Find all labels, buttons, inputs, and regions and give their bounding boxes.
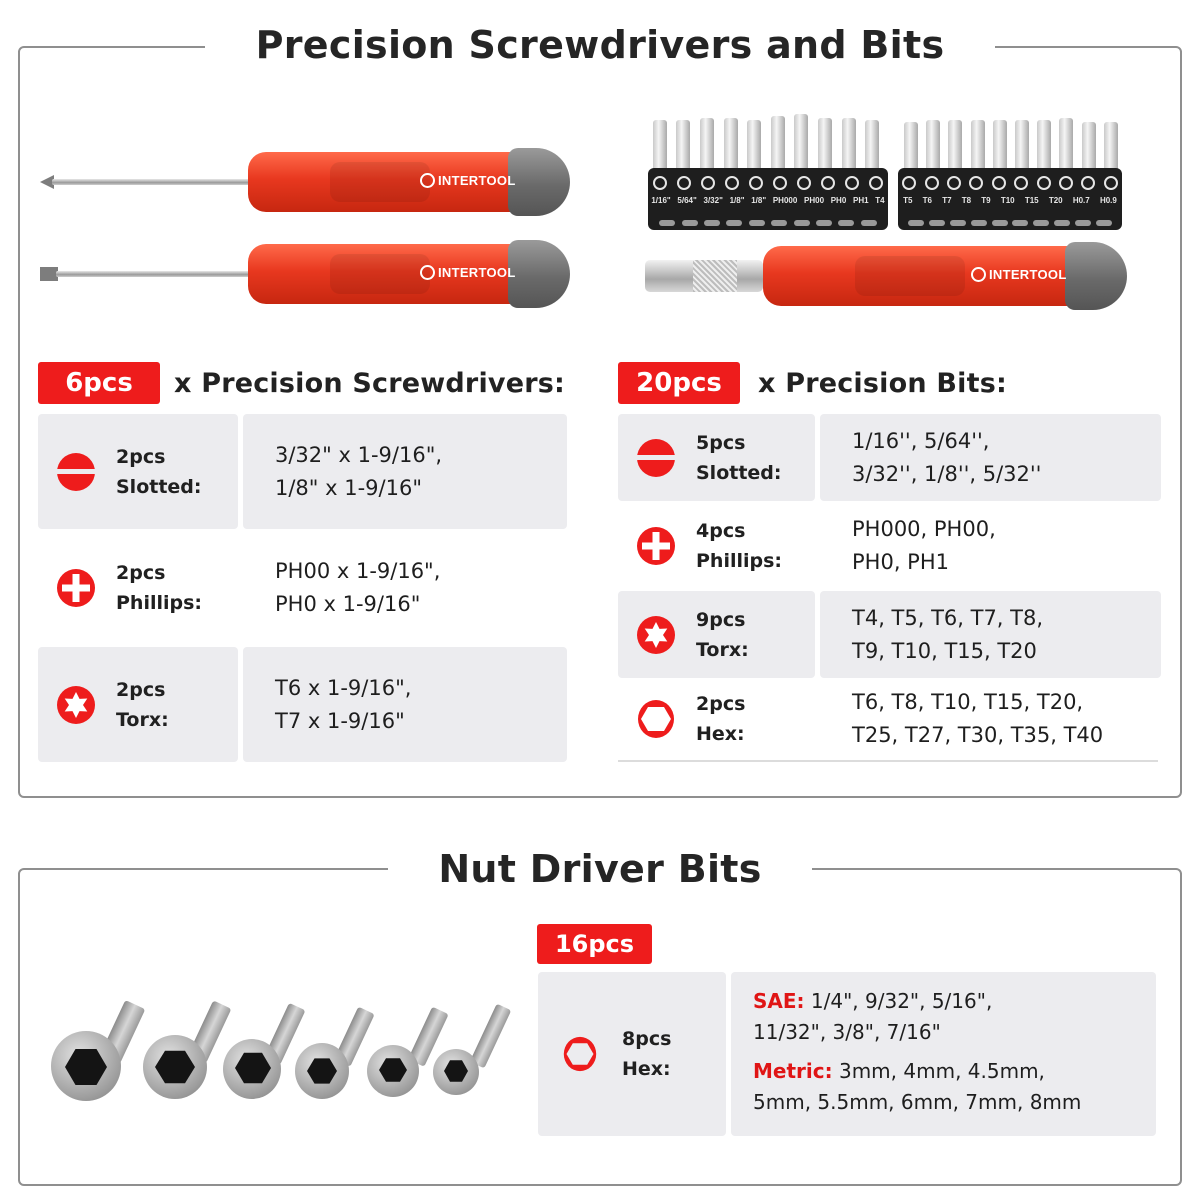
brand-label: INTERTOOL xyxy=(971,267,1067,282)
torx-icon xyxy=(636,615,676,655)
bit-row-slotted: 5pcs Slotted: 1/16'', 5/64'', 3/32'', 1/8'', 5/32'' xyxy=(618,414,1161,501)
section-title-precision: Precision Screwdrivers and Bits xyxy=(205,24,995,66)
size-list: T4, T5, T6, T7, T8, T9, T10, T15, T20 xyxy=(852,605,1044,663)
section-title-nut-driver: Nut Driver Bits xyxy=(388,848,812,890)
bit-row-torx: 9pcs Torx: T4, T5, T6, T7, T8, T9, T10, T15, T20 xyxy=(618,591,1161,678)
metric-label: Metric: xyxy=(753,1059,833,1083)
nut-size-list: SAE: 1/4", 9/32", 5/16", 11/32", 3/8", 7/16" Metric: 3mm, 4mm, 4.5mm, 5mm, 5.5mm, 6mm, 7mm, 8mm xyxy=(731,972,1156,1136)
screwdrivers-heading-text: x Precision Screwdrivers: xyxy=(174,367,566,399)
size-list: 3/32" x 1-9/16", 1/8" x 1-9/16" xyxy=(275,442,443,500)
intertool-logo-icon xyxy=(420,265,435,280)
nut-driver-count-badge: 16pcs xyxy=(537,924,652,964)
bit-row-hex: 2pcs Hex: T6, T8, T10, T15, T20, T25, T27, T30, T35, T40 xyxy=(618,680,1161,758)
intertool-logo-icon xyxy=(971,267,986,282)
screwdriver-row-phillips: 2pcs Phillips: PH00 x 1-9/16", PH0 x 1-9/16" xyxy=(38,532,567,644)
nut-driver-row-hex: 8pcs Hex: SAE: 1/4", 9/32", 5/16", 11/32", 3/8", 7/16" Metric: 3mm, 4mm, 4.5mm, 5mm, 5.5mm, 6mm, 7mm, 8mm xyxy=(538,972,1156,1136)
phillips-screwdriver-image xyxy=(40,152,570,212)
phillips-icon xyxy=(56,568,96,608)
slotted-screwdriver-image xyxy=(40,244,570,304)
bit-set-1-bits xyxy=(648,112,884,170)
size-list: PH00 x 1-9/16", PH0 x 1-9/16" xyxy=(275,559,441,616)
bits-heading xyxy=(618,362,1007,404)
bit-holder-1: 1/16" 5/64" 3/32" 1/8" 1/8" PH000 PH00 PH0 PH1 T4 xyxy=(648,168,888,230)
bit-holder-2: T5 T6 T7 T8 T9 T10 T15 T20 H0.7 H0.9 xyxy=(898,168,1122,230)
table-divider xyxy=(618,760,1158,762)
slotted-icon xyxy=(56,452,96,492)
brand-label: INTERTOOL xyxy=(420,173,516,188)
slotted-icon xyxy=(636,438,676,478)
torx-icon xyxy=(56,685,96,725)
bits-count-badge: 20pcs xyxy=(618,362,740,404)
screwdrivers-heading xyxy=(38,362,565,404)
size-list: T6 x 1-9/16", T7 x 1-9/16" xyxy=(275,675,412,733)
hex-icon xyxy=(562,1035,598,1073)
hex-icon xyxy=(636,699,676,739)
nut-driver-bits-image xyxy=(45,995,505,1105)
screwdriver-row-slotted: 2pcs Slotted: 3/32" x 1-9/16", 1/8" x 1-9/16" xyxy=(38,414,567,529)
size-list: PH000, PH00, PH0, PH1 xyxy=(852,517,996,574)
bit-row-phillips: 4pcs Phillips: PH000, PH00, PH0, PH1 xyxy=(618,504,1161,588)
phillips-icon xyxy=(636,526,676,566)
size-list: T6, T8, T10, T15, T20, T25, T27, T30, T35, T40 xyxy=(852,690,1104,747)
bits-heading-text: x Precision Bits: xyxy=(758,367,1007,399)
size-list: 1/16'', 5/64'', 3/32'', 1/8'', 5/32'' xyxy=(852,428,1042,486)
screwdriver-row-torx: 2pcs Torx: T6 x 1-9/16", T7 x 1-9/16" xyxy=(38,647,567,762)
bit-driver-handle-image xyxy=(645,246,1127,306)
intertool-logo-icon xyxy=(420,173,435,188)
screwdrivers-count-badge: 6pcs xyxy=(38,362,160,404)
bit-set-2-bits xyxy=(900,112,1122,170)
sae-label: SAE: xyxy=(753,989,805,1013)
brand-label: INTERTOOL xyxy=(420,265,516,280)
